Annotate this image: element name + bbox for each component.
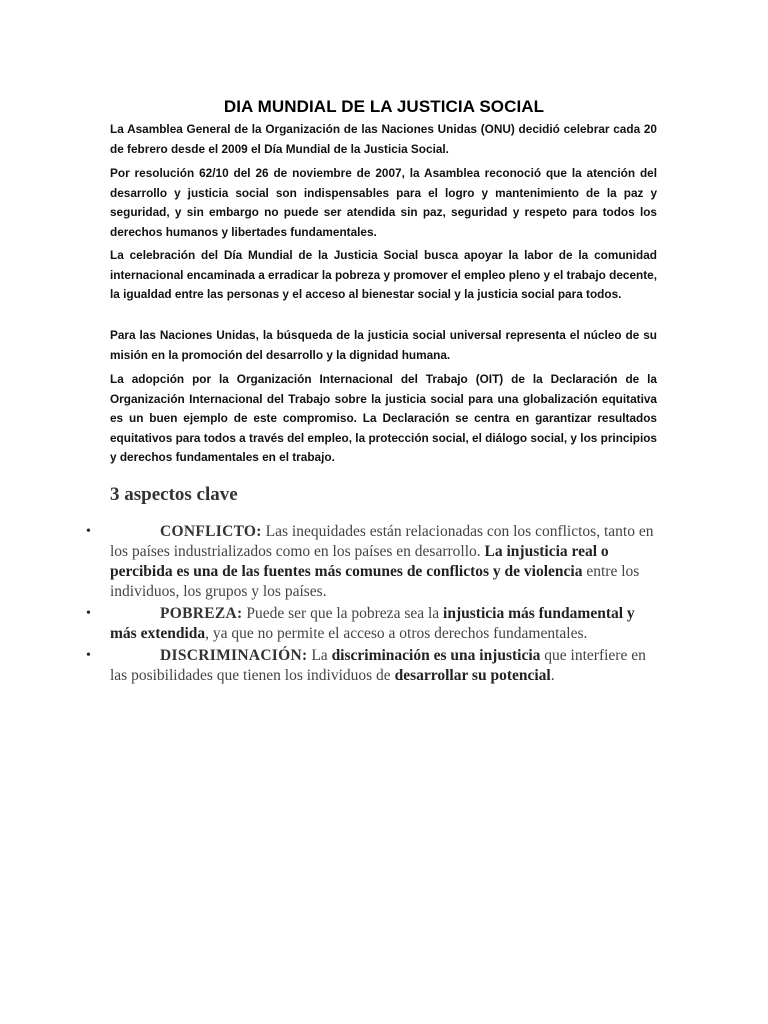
paragraph-intro: La Asamblea General de la Organización de las Naciones Unidas (ONU) decidió celebrar cada 20 de febrero desde el 2009 el Día Mundial de la Justicia Social. bbox=[110, 122, 657, 156]
paragraph-resolution: Por resolución 62/10 del 26 de noviembre de 2007, la Asamblea reconoció que la atención del desarrollo y justicia social son indispensables para el logro y mantenimiento de la paz y seguridad, y sin embargo no puede ser atendida sin paz, seguridad y respeto para todos los derechos humanos y libertades fundamentales. bbox=[110, 166, 657, 239]
bullet-lead: POBREZA: bbox=[160, 605, 243, 622]
paragraph-oit-declaration: La adopción por la Organización Internacional del Trabajo (OIT) de la Declaración de la Organización Internacional del Trabajo sobre la justicia social para una globalización equitativa es un buen ejemplo de este compromiso. La Declaración se centra en garantizar resultados equitativos para todos a través del empleo, la protección social, el diálogo social, y los principios y derechos fundamentales en el trabajo. bbox=[110, 372, 657, 464]
list-item-conflicto bbox=[86, 522, 661, 602]
paragraph-celebration: La celebración del Día Mundial de la Justicia Social busca apoyar la labor de la comunidad internacional encaminada a erradicar la pobreza y promover el empleo pleno y el trabajo decente, la igualdad entre las personas y el acceso al bienestar social y la justicia social para todos. bbox=[110, 248, 657, 301]
bullet-lead: DISCRIMINACIÓN: bbox=[160, 647, 308, 664]
bullet-bold-text: desarrollar su potencial bbox=[394, 667, 551, 684]
bullet-text: La bbox=[307, 647, 332, 664]
page-title: DIA MUNDIAL DE LA JUSTICIA SOCIAL bbox=[223, 97, 545, 117]
bullet-icon: • bbox=[86, 606, 91, 621]
bullet-lead: CONFLICTO: bbox=[160, 523, 262, 540]
paragraph-un-mission: Para las Naciones Unidas, la búsqueda de la justicia social universal representa el núcleo de su misión en la promoción del desarrollo y la dignidad humana. bbox=[110, 328, 657, 362]
bullet-text: Puede ser que la pobreza sea la bbox=[242, 605, 444, 622]
bullet-text: que interfiere en las posibilidades que tienen los individuos de bbox=[110, 647, 646, 684]
bullet-text: entre los individuos, los grupos y los países. bbox=[110, 563, 640, 600]
bullet-text: . bbox=[550, 667, 555, 684]
list-item-pobreza bbox=[86, 604, 661, 644]
bullet-icon: • bbox=[86, 524, 91, 539]
bullet-text: Las inequidades están relacionadas con los conflictos, tanto en los países industrializados como en los países en desarrollo. bbox=[110, 523, 654, 560]
bullet-bold-text: injusticia más fundamental y más extendida bbox=[110, 605, 635, 642]
list-item-discriminacion bbox=[86, 646, 661, 686]
bullet-bold-text: discriminación es una injusticia bbox=[331, 647, 541, 664]
bullet-bold-text: La injusticia real o percibida es una de las fuentes más comunes de conflictos y de violencia bbox=[110, 543, 609, 580]
section-heading: 3 aspectos clave bbox=[110, 484, 238, 505]
bullet-text: , ya que no permite el acceso a otros derechos fundamentales. bbox=[205, 625, 588, 642]
key-aspects-list bbox=[86, 522, 661, 688]
bullet-icon: • bbox=[86, 648, 91, 663]
